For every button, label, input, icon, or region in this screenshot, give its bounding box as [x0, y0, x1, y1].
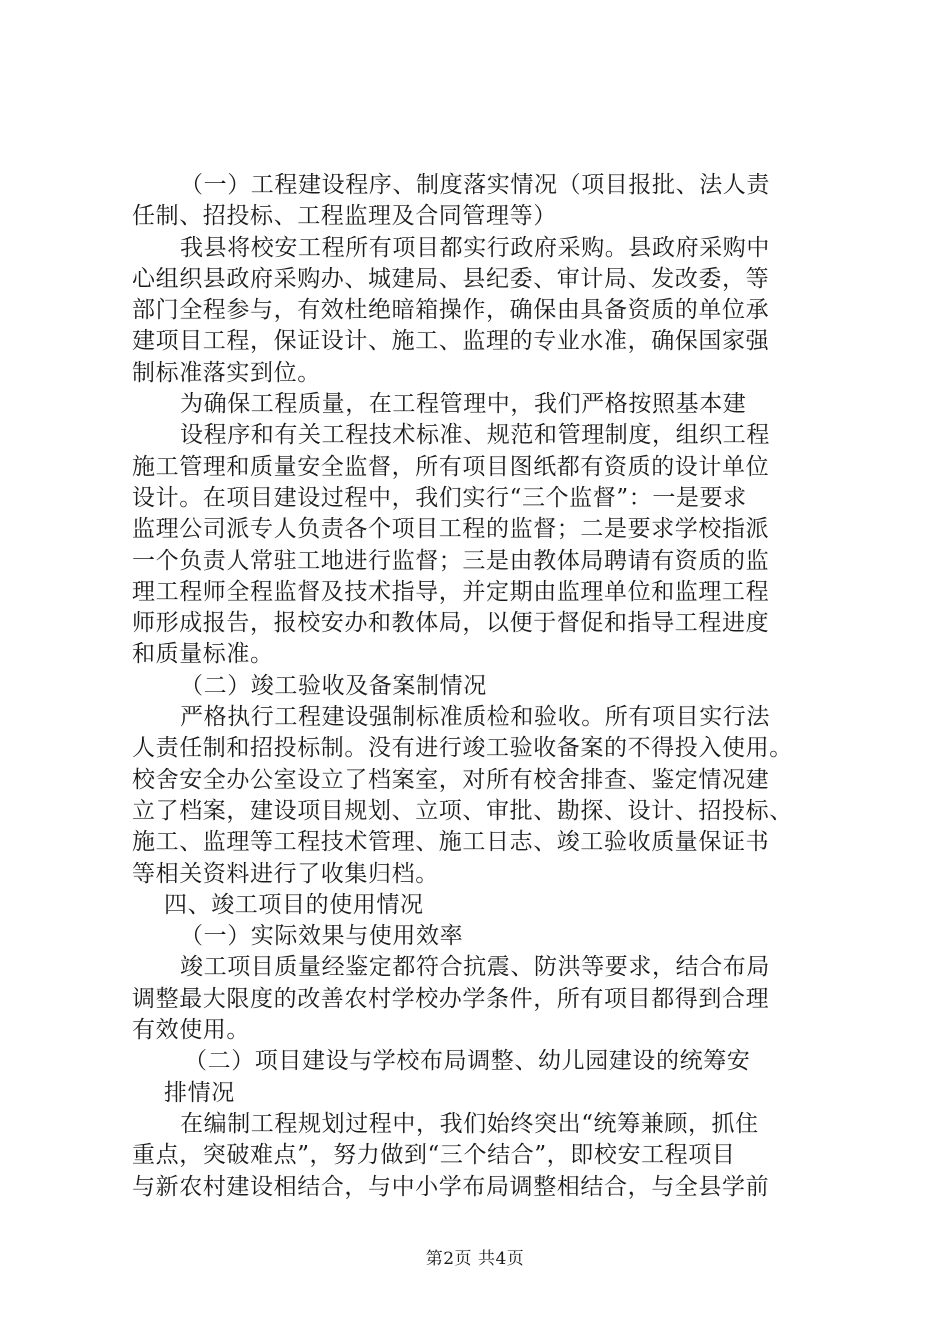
text-line: 校舍安全办公室设立了档案室，对所有校舍排查、鉴定情况建: [132, 766, 770, 793]
text-line: 一个负责人常驻工地进行监督；三是由教体局聘请有资质的监: [132, 547, 770, 574]
text-line: 严格执行工程建设强制标准质检和验收。所有项目实行法: [180, 704, 770, 731]
text-line: 任制、招投标、工程监理及合同管理等）: [132, 203, 557, 230]
text-line: （一）工程建设程序、制度落实情况（项目报批、法人责: [180, 172, 770, 198]
text-line: 排情况: [164, 1079, 235, 1106]
text-line: 我县将校安工程所有项目都实行政府采购。县政府采购中: [180, 234, 770, 261]
text-line: 有效使用。: [132, 1017, 250, 1044]
section-heading: （二）项目建设与学校布局调整、幼儿园建设的统筹安: [184, 1048, 751, 1075]
section-heading: 四、竣工项目的使用情况: [164, 891, 424, 918]
text-line: 施工、监理等工程技术管理、施工日志、竣工验收质量保证书: [132, 829, 770, 856]
text-line: 师形成报告，报校安办和教体局，以便于督促和指导工程进度: [132, 610, 770, 637]
text-line: 建项目工程，保证设计、施工、监理的专业水准，确保国家强: [132, 328, 770, 355]
text-line: 理工程师全程监督及技术指导，并定期由监理单位和监理工程: [132, 578, 770, 605]
text-line: 制标准落实到位。: [132, 359, 321, 386]
text-line: 部门全程参与，有效杜绝暗箱操作，确保由具备资质的单位承: [132, 297, 770, 324]
document-body: [132, 170, 832, 1203]
text-line: 人责任制和招投标制。没有进行竣工验收备案的不得投入使用。: [132, 735, 793, 762]
text-line: 调整最大限度的改善农村学校办学条件，所有项目都得到合理: [132, 985, 770, 1012]
page-number-footer: 第2页 共4页: [425, 1249, 525, 1269]
text-line: 监理公司派专人负责各个项目工程的监督；二是要求学校指派: [132, 516, 770, 543]
text-line: 设程序和有关工程技术标准、规范和管理制度，组织工程: [180, 422, 770, 449]
text-line: 竣工项目质量经鉴定都符合抗震、防洪等要求，结合布局: [180, 954, 770, 981]
text-line: 施工管理和质量安全监督，所有项目图纸都有资质的设计单位: [132, 453, 770, 480]
text-line: 重点，突破难点”，努力做到“三个结合”，即校安工程项目: [132, 1142, 736, 1169]
text-line: 设计。在项目建设过程中，我们实行“三个监督”：一是要求: [132, 484, 747, 511]
section-heading: （二）竣工验收及备案制情况: [180, 672, 487, 699]
text-line: 在编制工程规划过程中，我们始终突出“统筹兼顾，抓住: [180, 1110, 759, 1137]
text-line: 与新农村建设相结合，与中小学布局调整相结合，与全县学前: [132, 1173, 770, 1200]
text-line: 心组织县政府采购办、城建局、县纪委、审计局、发改委，等: [132, 265, 770, 292]
text-line: 等相关资料进行了收集归档。: [132, 860, 439, 887]
section-heading: （一）实际效果与使用效率: [180, 923, 464, 950]
text-line: 为确保工程质量，在工程管理中，我们严格按照基本建: [180, 391, 747, 418]
text-line: 立了档案，建设项目规划、立项、审批、勘探、设计、招投标、: [132, 797, 793, 824]
text-line: 和质量标准。: [132, 641, 274, 668]
